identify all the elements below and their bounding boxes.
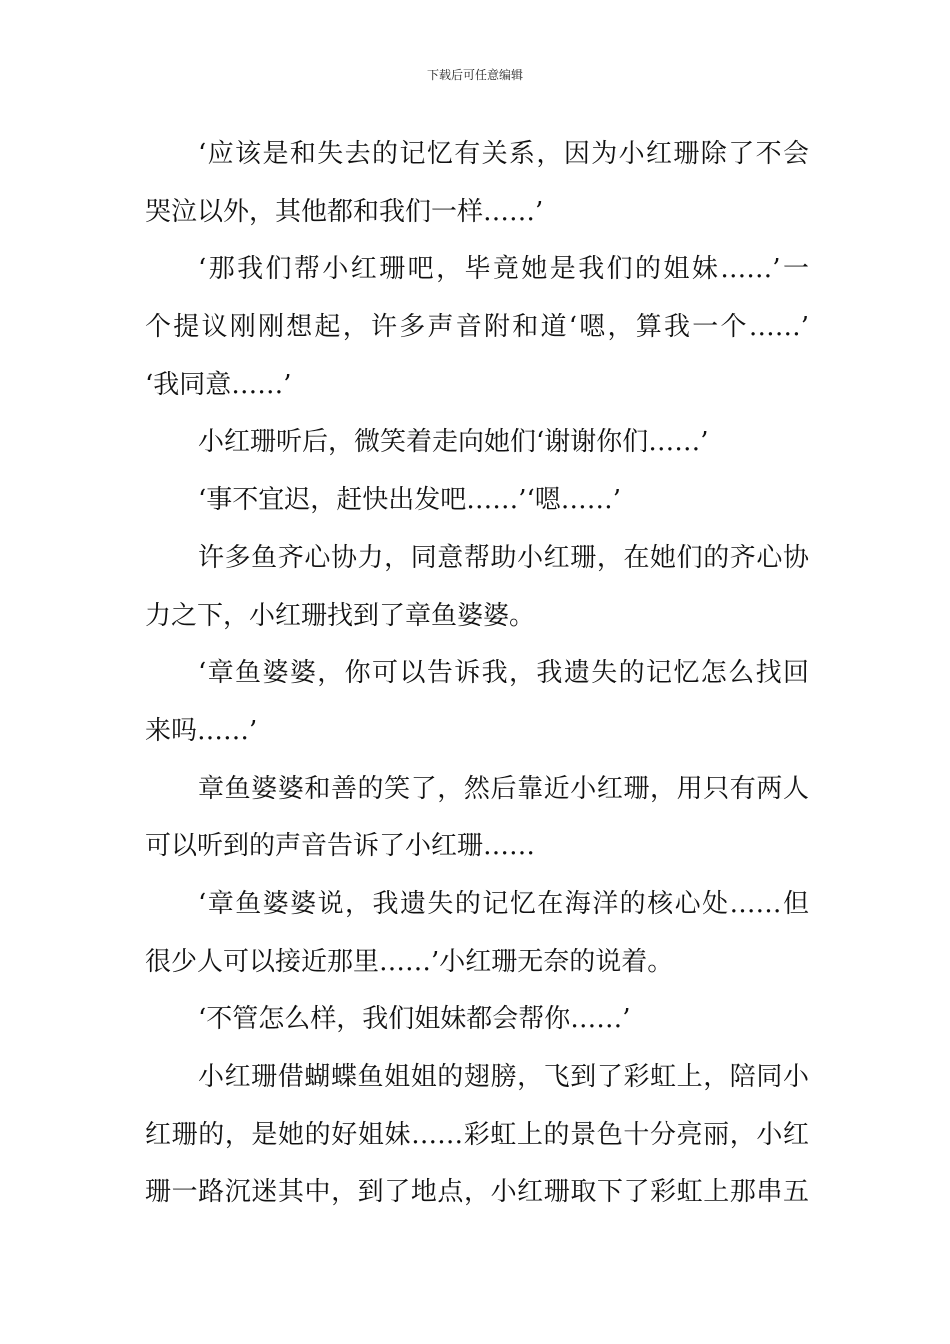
text-line: 珊一路沉迷其中，到了地点，小红珊取下了彩虹上那串五: [145, 1177, 809, 1208]
text-line: 可以听到的声音告诉了小红珊……: [145, 831, 536, 862]
text-line: 小红珊借蝴蝶鱼姐姐的翅膀，飞到了彩虹上，陪同小: [198, 1062, 809, 1092]
text-line: 章鱼婆婆和善的笑了，然后靠近小红珊，用只有两人: [198, 773, 809, 804]
text-line: ‘章鱼婆婆说，我遗失的记忆在海洋的核心处……但: [198, 888, 809, 919]
text-line: 很少人可以接近那里……’小红珊无奈的说着。: [145, 946, 674, 977]
page-header-note: 下载后可任意编辑: [426, 68, 523, 82]
text-line: 小红珊听后，微笑着走向她们‘谢谢你们……’: [198, 427, 709, 458]
text-line: 力之下，小红珊找到了章鱼婆婆。: [145, 600, 536, 631]
text-line: ‘章鱼婆婆，你可以告诉我，我遗失的记忆怎么找回: [198, 658, 809, 689]
text-line: 哭泣以外，其他都和我们一样……’: [145, 196, 544, 227]
text-line: ‘事不宜迟，赶快出发吧……’‘嗯……’: [198, 485, 622, 516]
text-line: 个提议刚刚想起，许多声音附和道‘嗯，算我一个……’: [145, 312, 809, 343]
text-line: ‘不管怎么样，我们姐妹都会帮你……’: [198, 1004, 631, 1035]
text-line: ‘那我们帮小红珊吧，毕竟她是我们的姐妹……’一: [198, 254, 809, 285]
text-line: 来吗……’: [145, 715, 258, 746]
text-line: 许多鱼齐心协力，同意帮助小红珊，在她们的齐心协: [198, 542, 809, 573]
text-line: ‘应该是和失去的记忆有关系，因为小红珊除了不会: [198, 139, 809, 169]
text-line: 红珊的，是她的好姐妹……彩虹上的景色十分亮丽，小红: [145, 1119, 809, 1150]
story-text: [145, 126, 809, 1222]
text-line: ‘我同意……’: [145, 369, 292, 400]
